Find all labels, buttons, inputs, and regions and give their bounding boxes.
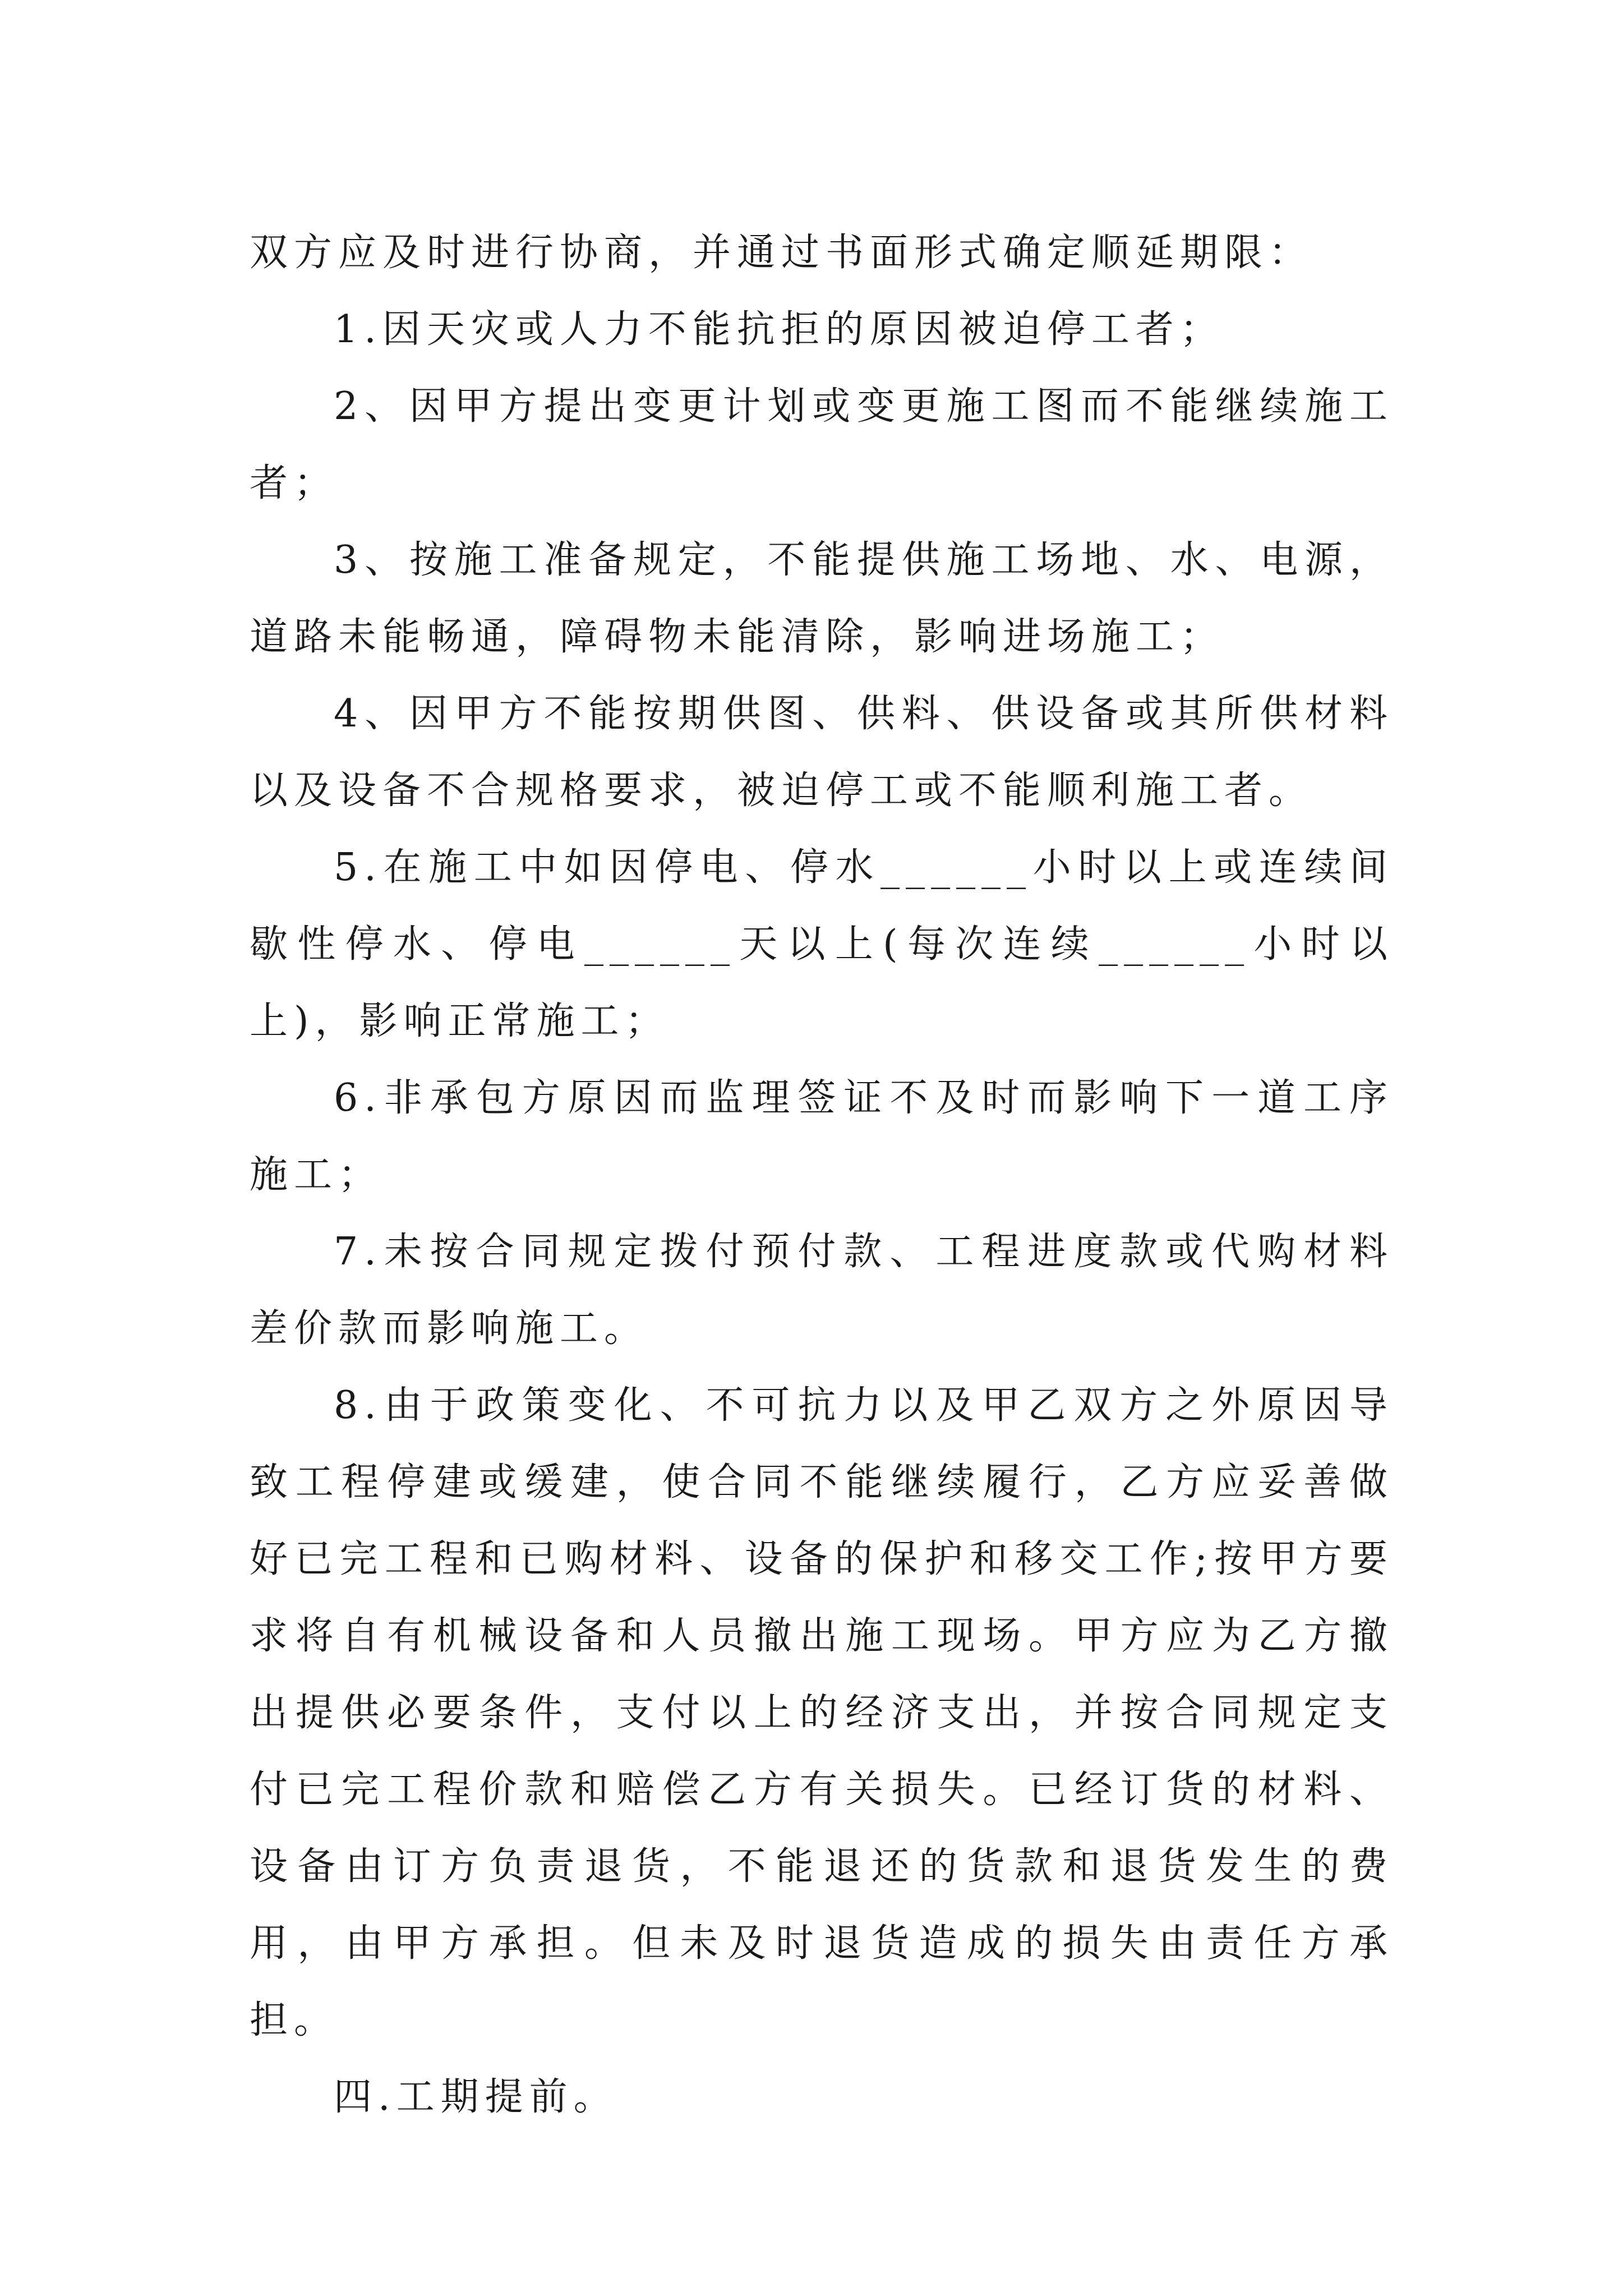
paragraph-item-3: 3、按施工准备规定，不能提供施工场地、水、电源，道路未能畅通，障碍物未能清除，影响进场施工；	[250, 538, 1394, 659]
paragraph-intro: 双方应及时进行协商，并通过书面形式确定顺延期限：	[250, 231, 1313, 275]
paragraph-item-8: 8.由于政策变化、不可抗力以及甲乙双方之外原因导致工程停建或缓建，使合同不能继续履行，乙方应妥善做好已完工程和已购材料、设备的保护和移交工作;按甲方要求将自有机械设备和人员撤出施工现场。甲方应为乙方撤出提供必要条件，支付以上的经济支出，并按合同规定支付已完工程价款和赔偿乙方有关损失。已经订货的材料、设备由订方负责退货，不能退还的货款和退货发生的费用，由甲方承担。但未及时退货造成的损失由责任方承担。	[250, 1383, 1394, 2042]
paragraph-item-2: 2、因甲方提出变更计划或变更施工图而不能继续施工者；	[250, 384, 1394, 505]
paragraph-item-5: 5.在施工中如因停电、停水______小时以上或连续间歇性停水、停电______天以上(每次连续______小时以上)，影响正常施工；	[250, 845, 1394, 1043]
paragraph-item-7: 7.未按合同规定拨付预付款、工程进度款或代购材料差价款而影响施工。	[250, 1230, 1394, 1351]
paragraph-item-1: 1.因天灾或人力不能抗拒的原因被迫停工者；	[334, 307, 1224, 352]
document-body	[250, 214, 1394, 2136]
paragraph-item-6: 6.非承包方原因而监理签证不及时而影响下一道工序施工；	[250, 1076, 1394, 1197]
paragraph-item-4: 4、因甲方不能按期供图、供料、供设备或其所供材料以及设备不合规格要求，被迫停工或不能顺利施工者。	[250, 692, 1394, 813]
section-heading-four: 四.工期提前。	[334, 2075, 618, 2119]
